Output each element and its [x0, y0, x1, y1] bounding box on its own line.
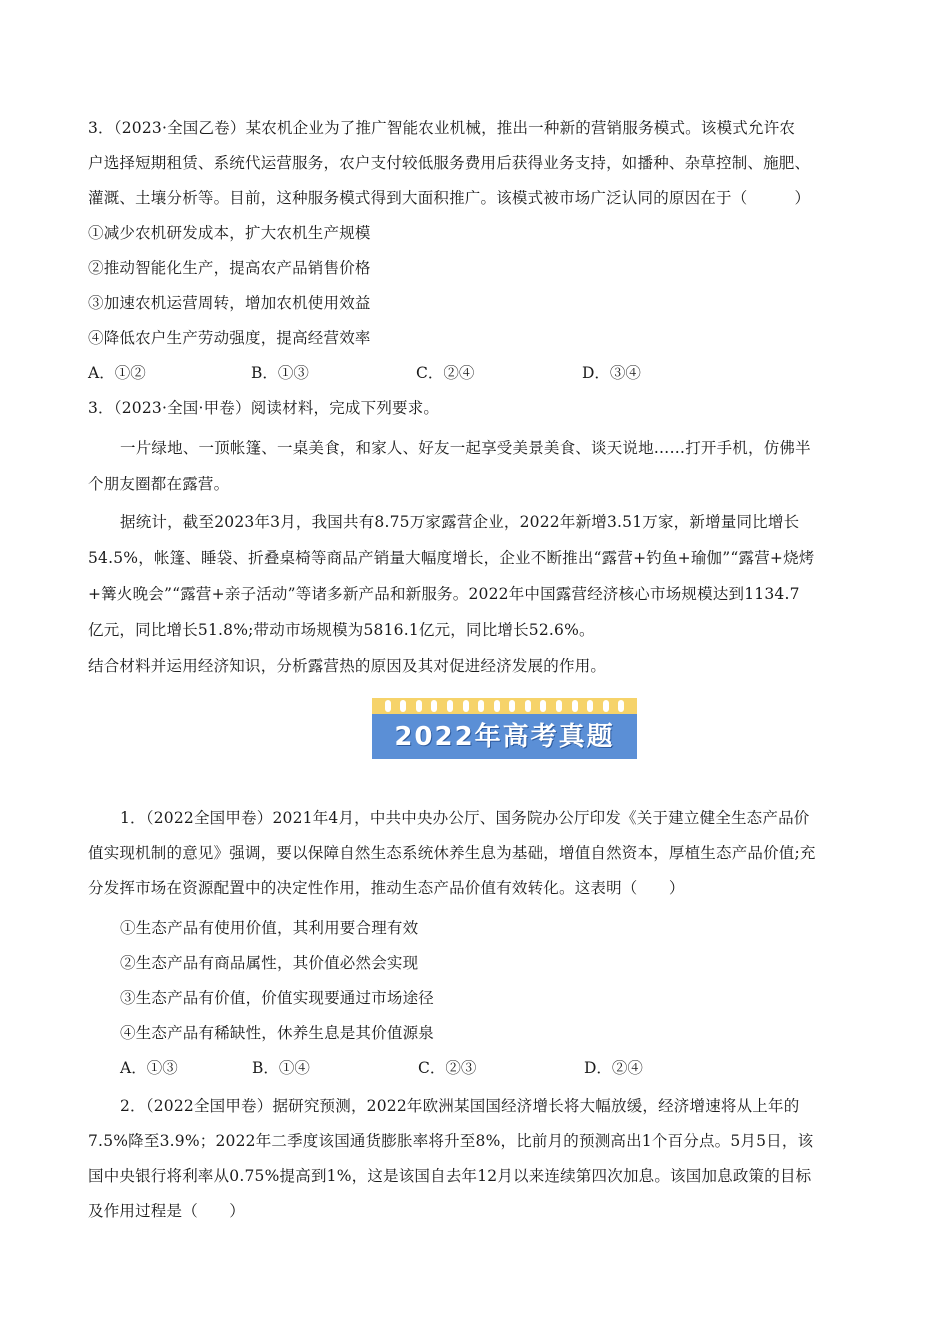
banner-title: 2022年高考真题 [394, 722, 615, 752]
question-1-line-2: 值实现机制的意见》强调，要以保障自然生态系统休养生息为基础，增值自然资本，厚植生态产品价值;充 [88, 844, 816, 862]
question-3a-line-1: 3．（2023·全国乙卷）某农机企业为了推广智能农业机械，推出一种新的营销服务模式。该模式允许农 [88, 119, 796, 137]
question-3b-task: 结合材料并运用经济知识，分析露营热的原因及其对促进经济发展的作用。 [88, 657, 607, 675]
question-3b-title: 3．（2023·全国·甲卷）阅读材料，完成下列要求。 [88, 399, 440, 417]
q1-statement-2: ②生态产品有商品属性，其价值必然会实现 [120, 954, 419, 972]
q1-option-d: D．②④ [584, 1059, 643, 1077]
material-para-2-line-4: 亿元，同比增长51.8%;带动市场规模为5816.1亿元，同比增长52.6%。 [88, 621, 595, 639]
banner-binding-strip [372, 698, 637, 714]
material-para-1-line-1: 一片绿地、一顶帐篷、一桌美食，和家人、好友一起享受美景美食、谈天说地……打开手机，仿佛半 [120, 439, 811, 457]
option-c: C．②④ [416, 364, 475, 382]
q1-option-a: A．①③ [120, 1059, 178, 1077]
question-3a-line-3: 灌溉、土壤分析等。目前，这种服务模式得到大面积推广。该模式被市场广泛认同的原因在于（ ） [88, 189, 811, 207]
q1-statement-4: ④生态产品有稀缺性，休养生息是其价值源泉 [120, 1024, 435, 1042]
option-a: A．①② [88, 364, 146, 382]
q1-option-c: C．②③ [418, 1059, 477, 1077]
question-2-line-1: 2．（2022全国甲卷）据研究预测，2022年欧洲某国国经济增长将大幅放缓，经济增速将从上年的 [120, 1097, 800, 1115]
statement-1: ①减少农机研发成本，扩大农机生产规模 [88, 224, 371, 242]
section-banner [372, 698, 637, 759]
material-para-2-line-1: 据统计，截至2023年3月，我国共有8.75万家露营企业，2022年新增3.51万家，新增量同比增长 [120, 513, 800, 531]
question-2-line-3: 国中央银行将利率从0.75%提高到1%，这是该国自去年12月以来连续第四次加息。该国加息政策的目标 [88, 1167, 812, 1185]
option-d: D．③④ [582, 364, 641, 382]
question-2-line-4: 及作用过程是（ ） [88, 1202, 246, 1220]
material-para-2-line-2: 54.5%，帐篷、睡袋、折叠桌椅等商品产销量大幅度增长，企业不断推出“露营+钓鱼+瑜伽”“露营+烧烤 [88, 549, 815, 567]
question-2-line-2: 7.5%降至3.9%；2022年二季度该国通货膨胀率将升至8%，比前月的预测高出1个百分点。5月5日，该 [88, 1132, 814, 1150]
question-3a-line-2: 户选择短期租赁、系统代运营服务，农户支付较低服务费用后获得业务支持，如播种、杂草控制、施肥、 [88, 154, 811, 172]
statement-4: ④降低农户生产劳动强度，提高经营效率 [88, 329, 371, 347]
statement-2: ②推动智能化生产，提高农产品销售价格 [88, 259, 371, 277]
question-1-line-3: 分发挥市场在资源配置中的决定性作用，推动生态产品价值有效转化。这表明（ ） [88, 879, 685, 897]
material-para-1-line-2: 个朋友圈都在露营。 [88, 475, 230, 493]
material-para-2-line-3: +篝火晚会”“露营+亲子活动”等诸多新产品和新服务。2022年中国露营经济核心市场规模达到1134.7 [88, 585, 800, 603]
q1-option-b: B．①④ [252, 1059, 310, 1077]
q1-statement-1: ①生态产品有使用价值，其利用要合理有效 [120, 919, 419, 937]
question-1-line-1: 1．（2022全国甲卷）2021年4月，中共中央办公厅、国务院办公厅印发《关于建立健全生态产品价 [120, 809, 810, 827]
statement-3: ③加速农机运营周转，增加农机使用效益 [88, 294, 371, 312]
option-b: B．①③ [251, 364, 309, 382]
q1-statement-3: ③生态产品有价值，价值实现要通过市场途径 [120, 989, 435, 1007]
